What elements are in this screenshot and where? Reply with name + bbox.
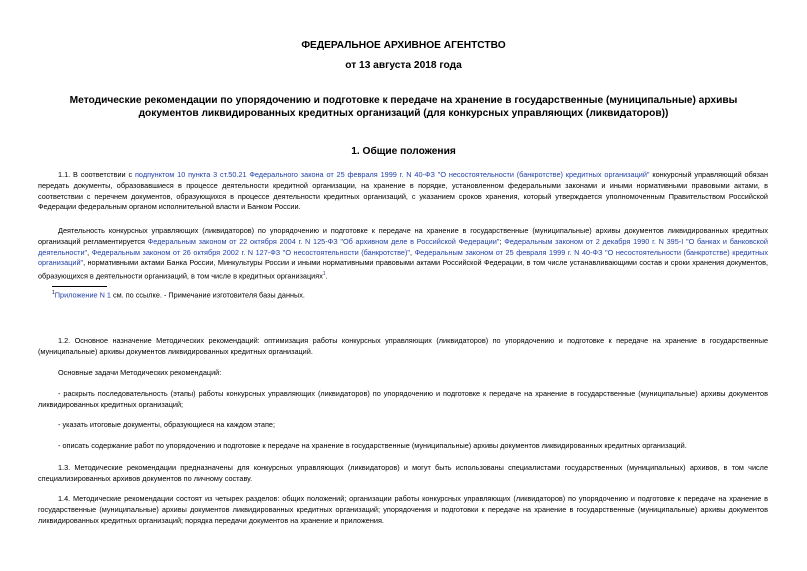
law-link[interactable]: Федеральным законом от 22 октября 2004 г. N 125-ФЗ "Об архивном деле в Российской Федерации" <box>147 236 500 246</box>
footnote-number: 1 <box>52 290 55 296</box>
law-link[interactable]: Федеральным законом от 25 февраля 1999 г. N 40-ФЗ "О несостоятельности (банкротстве) кредитных организаций" <box>38 247 769 268</box>
document-date: от 13 августа 2018 года <box>345 60 462 71</box>
task-item: - указать итоговые документы, образующиеся на каждом этапе; <box>58 420 276 429</box>
paragraph-1-2: 1.2. Основное назначение Методических рекомендаций: оптимизация работы конкурсных управляющих (ликвидаторов) по упорядочению и подготовке к передаче на хранение в государственные (муниципальные) архивы документов ликвидированных кредитных организаций. <box>38 336 768 356</box>
footnote <box>52 290 305 299</box>
task-item: - раскрыть последовательность (этапы) работы конкурсных управляющих (ликвидаторов) по упорядочению и подготовке к передаче на хранение в государственные (муниципальные) архивы документов ликвидированных кредитных организаций; <box>38 389 768 409</box>
text: конкурсный управляющий обязан передать документы, образовавшиеся в процессе деятельности кредитной организации, на хранение в порядке, установленном федеральными законами и иными нормативными правовыми актами, в соответствии с перечнем документов, образующихся в процессе деятельности кредитных организаций, с указанием сроков хранения, который утверждается уполномоченным Правительством Российской Федерации федеральным органом исполнительной власти и Банком России. <box>38 170 768 212</box>
text: 1.1. В соответствии с <box>58 170 135 179</box>
law-link[interactable]: подпунктом 10 пункта 3 ст.50.21 Федерального закона от 25 февраля 1999 г. N 40-ФЗ "О несостоятельности (банкротстве) кредитных организаций" <box>134 170 650 179</box>
section-heading: 1. Общие положения <box>351 146 456 157</box>
paragraph-1-1 <box>38 170 768 213</box>
footnote-text: см. по ссылке. - Примечание изготовителя базы данных. <box>110 290 305 300</box>
appendix-link[interactable]: Приложение N 1 <box>54 290 111 300</box>
text: , <box>410 247 415 257</box>
footnote-divider <box>52 286 107 287</box>
law-link[interactable]: Федеральным законом от 2 декабря 1990 г. N 395-I "О банках и банковской деятельности" <box>38 236 769 257</box>
task-item: - описать содержание работ по упорядочению и подготовке к передаче на хранение в государственные (муниципальные) архивы документов ликвидированных кредитных организаций. <box>58 441 687 450</box>
text: , нормативными актами Банка России, Минкультуры России и иными нормативными правовыми актами Российской Федерации, в том числе устанавливающими состав и сроки хранения документов, образующихся в деятельности организаций, в том числе в кредитных организациях <box>38 258 768 281</box>
text: , <box>87 247 92 257</box>
document-title: Методические рекомендации по упорядочению и подготовке к передаче на хранение в государственные (муниципальные) архивы документов ликвидированных кредитных организаций (для конкурсных управляющих (ликвидаторов)) <box>69 95 738 119</box>
paragraph-1-4: 1.4. Методические рекомендации состоят из четырех разделов: общих положений; организации работы конкурсных управляющих (ликвидаторов) по упорядочению и подготовке к передаче на хранение в государственные (муниципальные) архивы документов ликвидированных кредитных организаций; упорядочения и подготовки к передаче на хранение в государственные (муниципальные) архивы документов ликвидированных кредитных организаций; порядка передачи документов на хранение и приложения. <box>38 494 768 525</box>
footnote-ref[interactable]: 1 <box>322 271 326 278</box>
tasks-intro: Основные задачи Методических рекомендаций: <box>58 368 222 377</box>
agency-title: ФЕДЕРАЛЬНОЕ АРХИВНОЕ АГЕНТСТВО <box>301 40 506 51</box>
paragraph-1-1-continued <box>38 226 768 282</box>
text: . <box>325 271 328 281</box>
law-link[interactable]: Федеральным законом от 26 октября 2002 г. N 127-ФЗ "О несостоятельности (банкротстве)" <box>91 247 410 257</box>
text: Деятельность конкурсных управляющих (ликвидаторов) по упорядочению и подготовке к передаче на хранение в государственные (муниципальные) архивы документов ликвидированных кредитных организаций регламентируется <box>38 226 768 246</box>
paragraph-1-3: 1.3. Методические рекомендации предназначены для конкурсных управляющих (ликвидаторов) и могут быть использованы специалистами государственных (муниципальных) архивов, в том числе специализированных архивов документов по личному составу. <box>38 463 768 483</box>
text: ; <box>499 236 505 246</box>
